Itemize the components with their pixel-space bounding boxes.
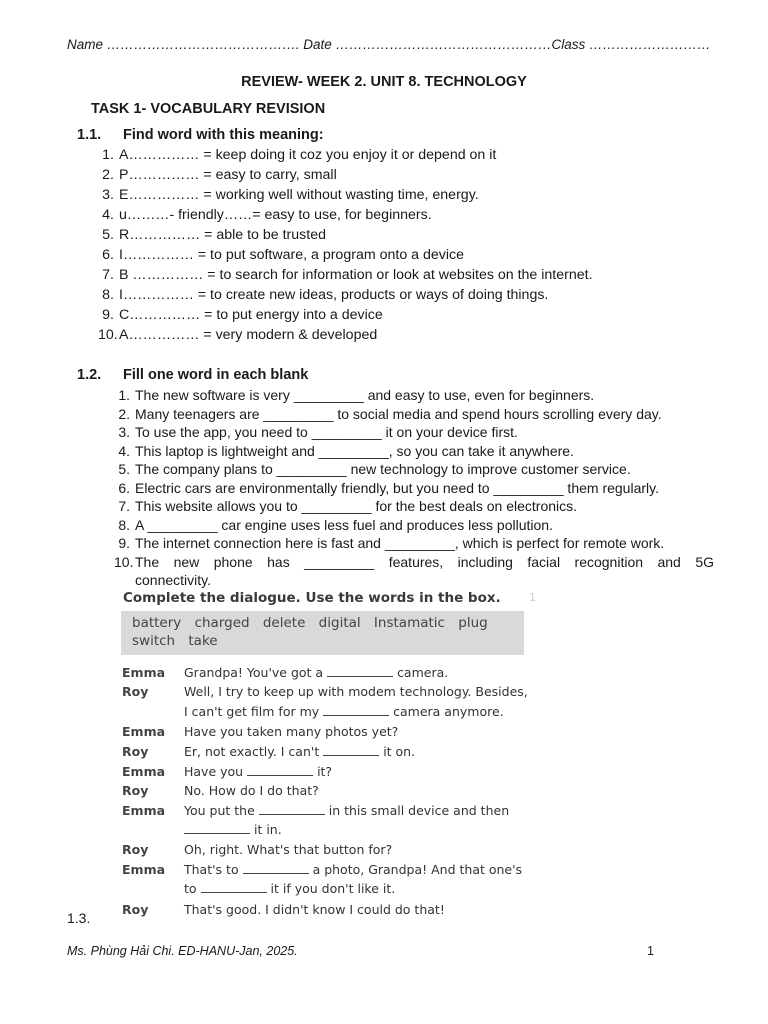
speaker: Roy [122, 684, 149, 699]
fill-in-blank-list [114, 386, 714, 590]
dialogue-line: That's good. I didn't know I could do that! [184, 902, 445, 917]
dialogue-line: Grandpa! You've got a camera. [184, 665, 449, 680]
list-item: 5. R…………… = able to be trusted [102, 227, 326, 243]
list-item: 9. C…………… = to put energy into a device [102, 307, 383, 323]
list-item-line: connectivity. [135, 572, 211, 588]
dialogue-line: to it if you don't like it. [184, 881, 396, 896]
section-1-1-heading [77, 127, 324, 143]
word-box-row: battery charged delete digital Instamatic plug [132, 615, 488, 631]
list-item: 9. The internet connection here is fast and _________, which is perfect for remote work. [118, 535, 665, 551]
speaker: Emma [122, 724, 166, 739]
dialogue-line: Oh, right. What's that button for? [184, 842, 393, 857]
footer-author: Ms. Phùng Hải Chi. ED-HANU-Jan, 2025. [67, 944, 298, 958]
section-title: Fill one word in each blank [123, 367, 309, 383]
list-item: 2. P…………… = easy to carry, small [102, 167, 337, 183]
dialogue-exercise: 1 Complete the dialogue. Use the words in the box. battery charged delete digital Instamatic plug switch take Emma Grandpa! You've got a camera. Roy Well, I try to keep up with modem technology. Besides, I can't get film for my camera anymore. Emma Have you taken many photos yet? Roy Er, not exactly. I can't it on. Emma Have you it? Roy No. How do I do that? Emma You put the in this small device and then it in. Roy Oh, right. What's that button for? Emma That's to a photo, Grandpa! And that one's to it if you don't like it. Roy That's good. I didn't know I could do that! [122, 590, 536, 917]
word-box [121, 611, 524, 655]
list-item: 8. A _________ car engine uses less fuel and produces less pollution. [118, 516, 553, 533]
list-item: 7. This website allows you to _________ for the best deals on electronics. [118, 498, 578, 514]
section-title: Find word with this meaning: [123, 127, 324, 143]
page-number: 1 [647, 944, 654, 958]
speaker: Roy [122, 744, 149, 759]
list-item: 8. I…………… = to create new ideas, products or ways of doing things. [102, 287, 549, 303]
list-item: 5. The company plans to _________ new technology to improve customer service. [118, 461, 631, 477]
dialogue-line: That's to a photo, Grandpa! And that one's [184, 862, 523, 877]
dialogue-line: Er, not exactly. I can't it on. [184, 744, 416, 759]
vocabulary-list [98, 145, 593, 345]
list-item: 6. I…………… = to put software, a program onto a device [102, 247, 464, 263]
speaker: Emma [122, 764, 166, 779]
page-title: REVIEW- WEEK 2. UNIT 8. TECHNOLOGY [241, 74, 527, 90]
task-heading: TASK 1- VOCABULARY REVISION [91, 101, 326, 117]
list-item: 6. Electric cars are environmentally friendly, but you need to _________ them regularly. [118, 479, 659, 496]
list-item: 1. A…………… = keep doing it coz you enjoy it or depend on it [102, 147, 497, 163]
list-item: 4. This laptop is lightweight and _________, so you can take it anywhere. [118, 442, 574, 459]
student-info-line: Name ……………………………………. Date …………………………………………Class ……………………… [67, 37, 711, 52]
dialogue-line: Have you taken many photos yet? [184, 724, 399, 739]
list-item-line: The new phone has _________ features, including facial recognition and 5G [135, 553, 714, 570]
list-item: 3. To use the app, you need to _________ it on your device first. [118, 424, 518, 440]
dialogue-line: You put the in this small device and then [184, 803, 510, 818]
section-number: 1.2. [77, 367, 102, 383]
list-item: 4. u………- friendly……= easy to use, for beginners. [102, 207, 432, 223]
list-item: 1. The new software is very _________ and easy to use, even for beginners. [118, 387, 595, 403]
dialogue-line: I can't get film for my camera anymore. [184, 704, 504, 719]
speaker: Roy [122, 783, 149, 798]
list-item: 3. E…………… = working well without wasting time, energy. [102, 187, 479, 203]
speaker: Emma [122, 665, 166, 680]
speaker: Roy [122, 902, 149, 917]
list-item: 10. A…………… = very modern & developed [98, 327, 378, 343]
speaker: Roy [122, 842, 149, 857]
dialogue-line: it in. [184, 822, 282, 837]
speaker: Emma [122, 862, 166, 877]
section-1-2-heading [77, 367, 308, 383]
speaker: Emma [122, 803, 166, 818]
list-item: 10. The new phone has _________ features, including facial recognition and 5G connectivity. [114, 553, 714, 588]
section-number: 1.1. [77, 127, 102, 143]
section-1-3-number: 1.3. [67, 910, 91, 926]
dialogue-line: Well, I try to keep up with modem technology. Besides, [184, 684, 528, 699]
list-item: 2. Many teenagers are _________ to social media and spend hours scrolling every day. [118, 405, 662, 422]
dialogue-heading: Complete the dialogue. Use the words in the box. [123, 590, 501, 606]
dialogue-line: No. How do I do that? [184, 783, 319, 798]
list-item: 7. B …………… = to search for information or look at websites on the internet. [102, 267, 593, 283]
word-box-row: switch take [132, 633, 218, 649]
dialogue-line: Have you it? [184, 764, 333, 779]
